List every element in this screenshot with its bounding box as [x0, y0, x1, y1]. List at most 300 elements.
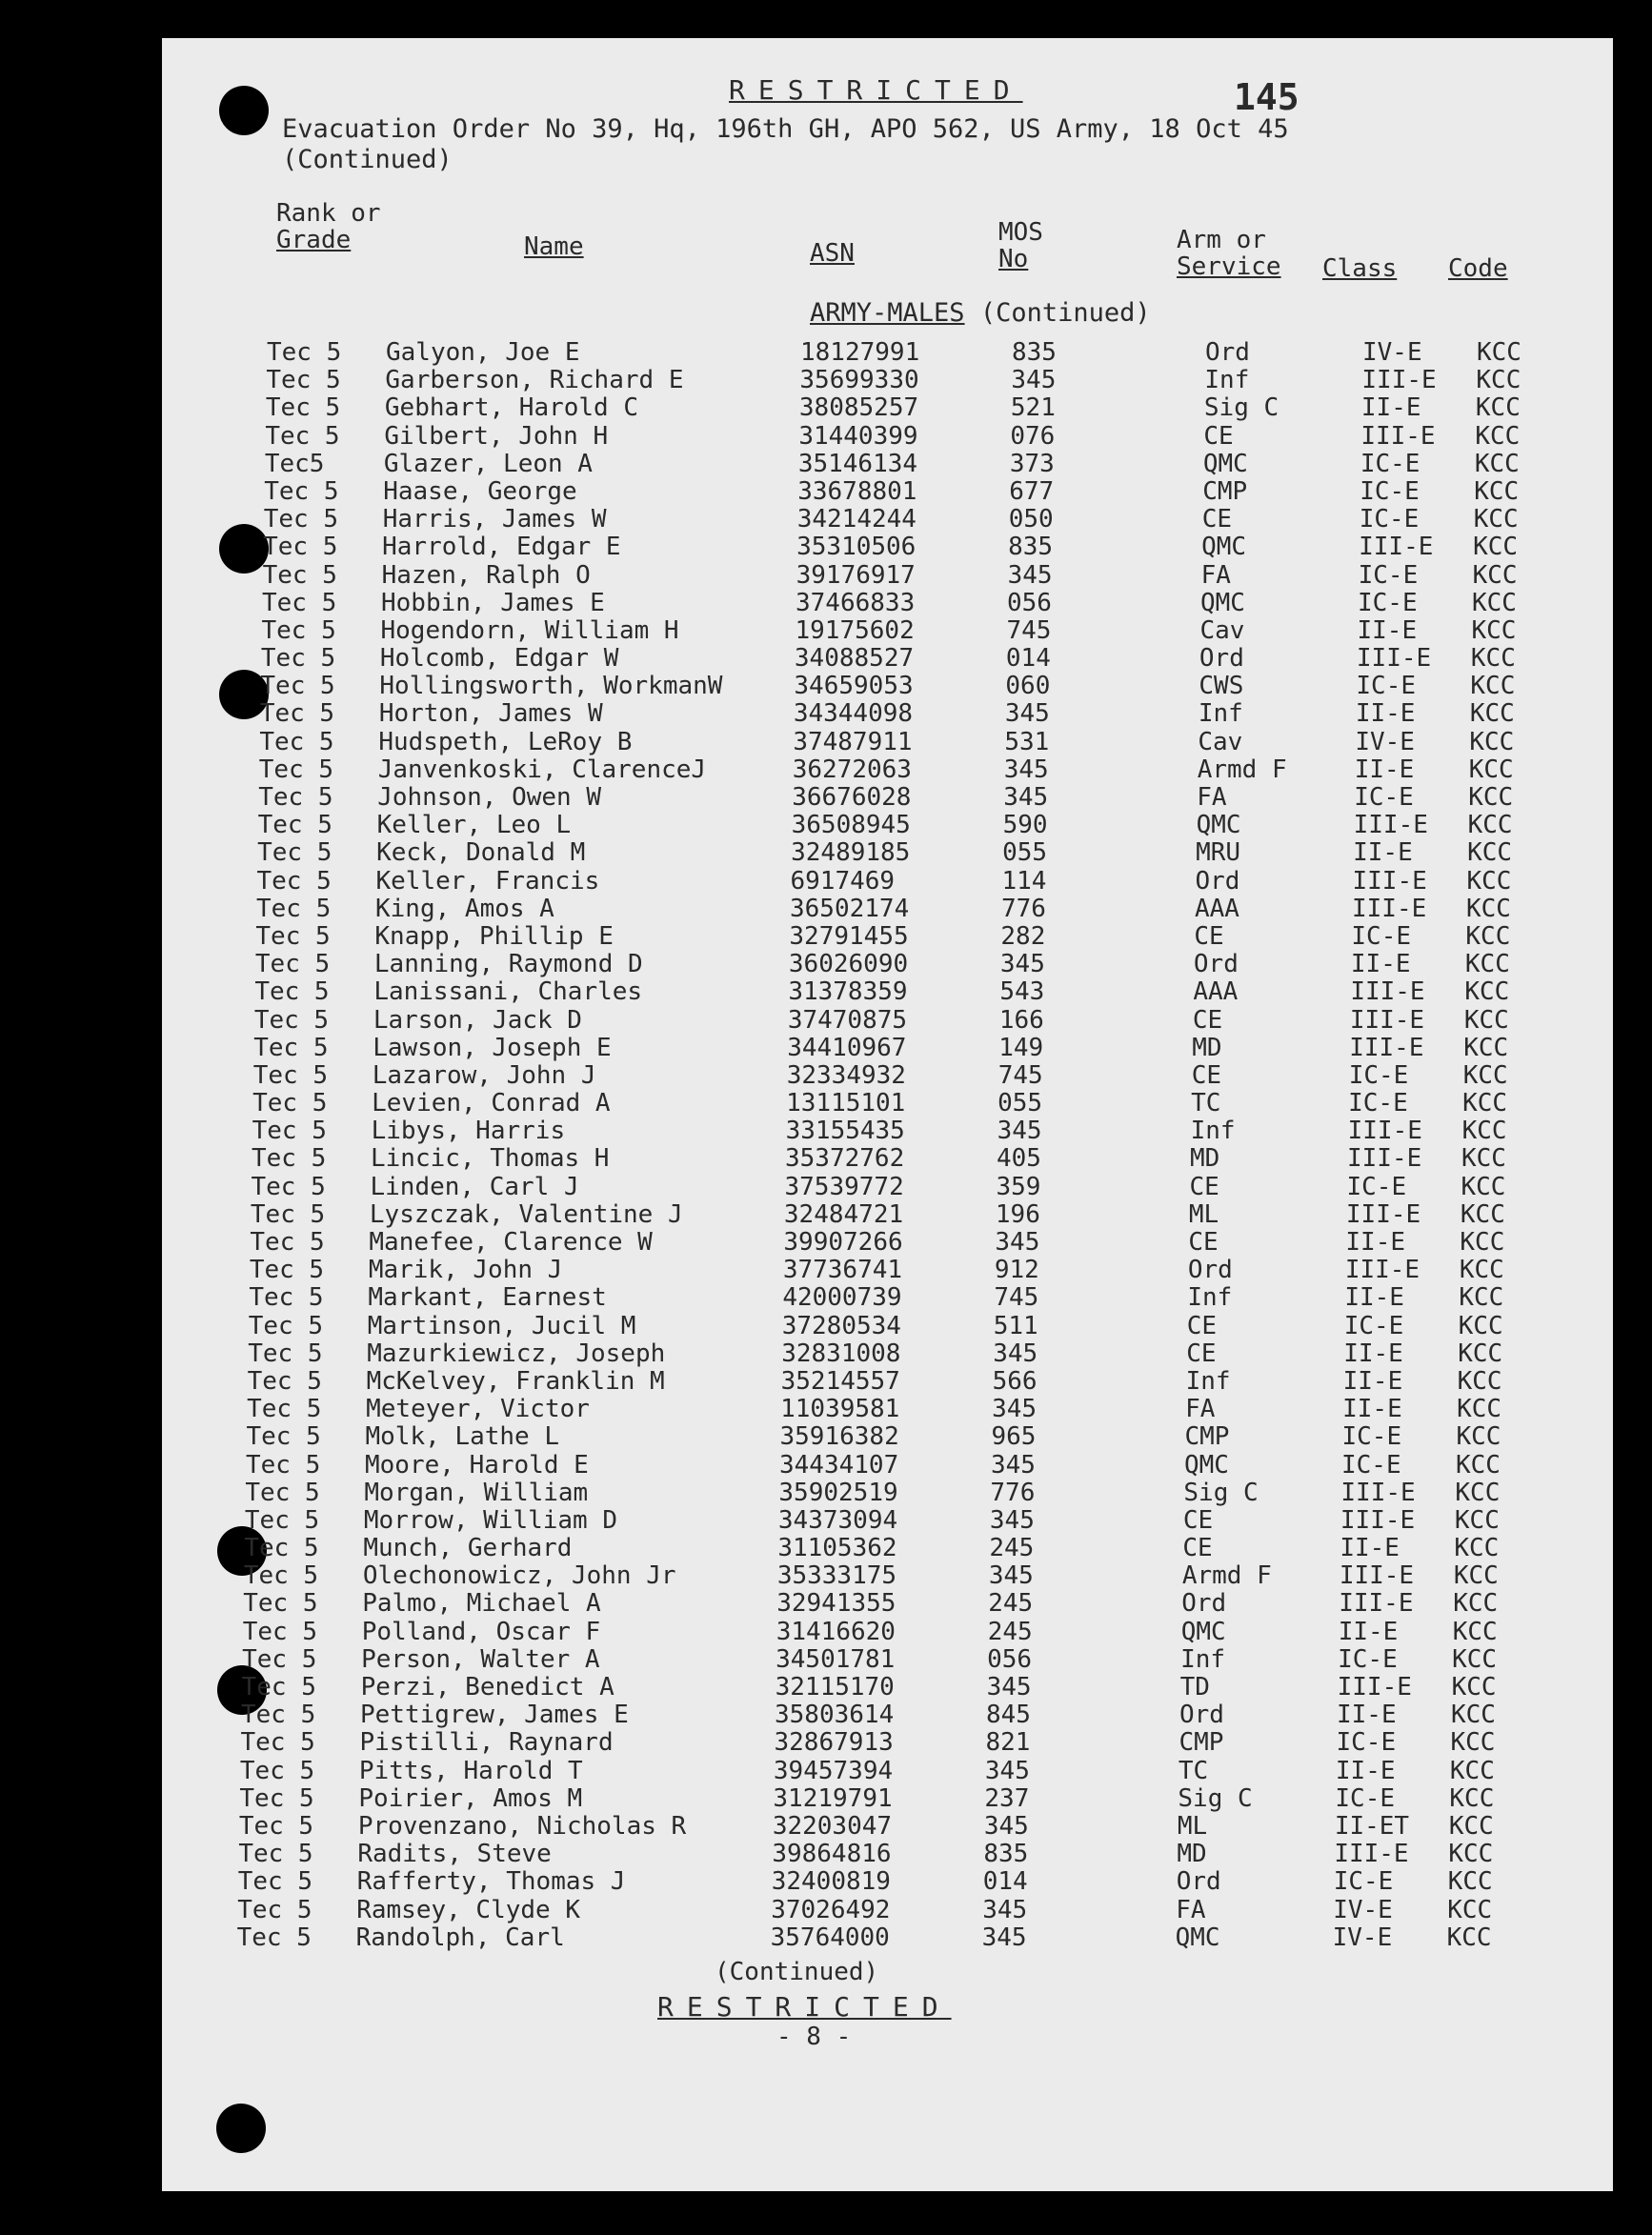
table-row — [237, 1895, 1493, 1924]
cell-name: Radits, Steve — [357, 1840, 552, 1869]
cell-name: Molk, Lathe L — [365, 1422, 559, 1452]
cell-asn: 42000739 — [782, 1283, 902, 1313]
cell-class: IC-E — [1336, 1728, 1397, 1758]
cell-code: KCC — [1462, 1089, 1508, 1118]
punch-hole — [219, 524, 269, 574]
cell-code: KCC — [1446, 1923, 1492, 1952]
cell-asn: 37539772 — [784, 1172, 904, 1201]
table-row — [252, 1144, 1506, 1174]
cell-arm: QMC — [1201, 533, 1247, 562]
cell-grade: Tec 5 — [257, 838, 332, 868]
cell-grade: Tec 5 — [238, 1811, 314, 1841]
cell-arm: Ord — [1199, 644, 1244, 674]
cell-name: Martinson, Jucil M — [367, 1311, 636, 1340]
cell-code: KCC — [1458, 1311, 1503, 1340]
cell-asn: 38085257 — [798, 393, 919, 423]
cell-name: Hudspeth, LeRoy B — [378, 727, 633, 756]
cell-mos: 076 — [1010, 421, 1056, 451]
cell-mos: 345 — [997, 1117, 1042, 1146]
cell-code: KCC — [1475, 393, 1521, 423]
table-row — [238, 1840, 1494, 1869]
cell-code: KCC — [1461, 1117, 1507, 1146]
cell-code: KCC — [1456, 1450, 1501, 1480]
cell-class: III-E — [1347, 1117, 1422, 1146]
cell-grade: Tec 5 — [241, 1673, 316, 1701]
cell-name: Hollingsworth, WorkmanW — [379, 672, 723, 701]
cell-grade: Tec 5 — [253, 1005, 330, 1035]
cell-grade: Tec 5 — [242, 1617, 317, 1646]
footer-page-number: - 8 - — [776, 2023, 852, 2051]
cell-arm: Ord — [1187, 1256, 1233, 1285]
cell-code: KCC — [1461, 1172, 1506, 1201]
cell-name: Levien, Conrad A — [372, 1089, 611, 1118]
cell-asn: 32115170 — [775, 1673, 895, 1701]
cell-class: IC-E — [1348, 1060, 1409, 1090]
cell-mos: 965 — [991, 1422, 1037, 1452]
cell-mos: 531 — [1004, 727, 1050, 756]
cell-mos: 055 — [997, 1089, 1043, 1118]
cell-code: KCC — [1472, 588, 1517, 617]
cell-class: IC-E — [1354, 783, 1414, 812]
cell-grade: Tec 5 — [260, 644, 336, 674]
column-header-code: Code — [1448, 254, 1508, 283]
cell-mos: 345 — [1004, 699, 1050, 729]
cell-code: KCC — [1450, 1728, 1496, 1758]
cell-class: IC-E — [1358, 560, 1419, 590]
cell-grade: Tec 5 — [257, 811, 332, 840]
table-row — [236, 1923, 1492, 1952]
cell-name: Manefee, Clarence W — [369, 1228, 653, 1257]
cell-asn: 35764000 — [770, 1923, 890, 1952]
cell-grade: Tec 5 — [251, 1172, 326, 1201]
cell-grade: Tec 5 — [258, 755, 333, 784]
column-header-name: Name — [524, 232, 584, 261]
cell-code: KCC — [1469, 727, 1515, 756]
cell-arm: CMP — [1184, 1422, 1230, 1452]
cell-asn: 32400819 — [771, 1867, 891, 1897]
cell-code: KCC — [1476, 366, 1521, 395]
cell-code: KCC — [1461, 1144, 1506, 1174]
table-row — [262, 560, 1518, 590]
cell-grade: Tec 5 — [254, 977, 330, 1007]
cell-name: Gilbert, John H — [384, 421, 609, 451]
column-header-arm-service — [1177, 227, 1281, 280]
cell-grade: Tec 5 — [243, 1561, 319, 1591]
cell-asn: 34088527 — [794, 644, 915, 674]
cell-grade: Tec 5 — [255, 921, 331, 951]
cell-code: KCC — [1470, 644, 1516, 674]
cell-name: Harrold, Edgar E — [382, 533, 621, 562]
cell-grade: Tec 5 — [249, 1256, 325, 1285]
cell-mos: 373 — [1009, 449, 1055, 478]
cell-mos: 566 — [992, 1366, 1038, 1396]
arm-header-line1: Arm or — [1177, 226, 1266, 254]
cell-asn: 34214244 — [796, 505, 917, 534]
table-row — [244, 1505, 1500, 1535]
cell-name: Marik, John J — [368, 1256, 563, 1285]
table-row — [259, 699, 1515, 729]
table-row — [259, 727, 1515, 756]
cell-class: II-E — [1342, 1366, 1403, 1396]
cell-name: Provenzano, Nicholas R — [357, 1811, 687, 1841]
cell-arm: CMP — [1202, 476, 1248, 506]
cell-class: II-E — [1345, 1228, 1406, 1257]
table-row — [265, 393, 1521, 423]
cell-name: Haase, George — [383, 476, 577, 506]
cell-asn: 33155435 — [785, 1117, 905, 1146]
cell-class: IC-E — [1358, 588, 1418, 617]
cell-mos: 050 — [1008, 505, 1054, 534]
cell-code: KCC — [1458, 1339, 1503, 1368]
cell-code: KCC — [1474, 449, 1520, 478]
cell-name: Palmo, Michael A — [362, 1589, 601, 1619]
cell-asn: 37280534 — [781, 1311, 901, 1340]
cell-code: KCC — [1460, 1199, 1505, 1229]
table-row — [241, 1673, 1497, 1701]
section-title-label: ARMY-MALES — [810, 298, 965, 328]
cell-mos: 845 — [986, 1701, 1031, 1730]
cell-grade: Tec 5 — [236, 1923, 312, 1952]
cell-grade: Tec 5 — [239, 1783, 314, 1813]
cell-grade: Tec 5 — [252, 1060, 328, 1090]
cell-mos: 835 — [1008, 533, 1054, 562]
table-row — [237, 1867, 1493, 1897]
cell-asn: 39176917 — [796, 560, 916, 590]
table-row — [253, 1005, 1509, 1035]
cell-class: II-E — [1353, 838, 1413, 868]
cell-asn: 31440399 — [798, 421, 918, 451]
cell-class: II-E — [1342, 1395, 1402, 1424]
table-row — [242, 1644, 1498, 1674]
cell-mos: 521 — [1010, 393, 1056, 423]
cell-class: II-E — [1357, 615, 1418, 645]
cell-asn: 31105362 — [777, 1534, 897, 1563]
cell-class: II-E — [1337, 1701, 1397, 1730]
table-row — [254, 950, 1510, 979]
table-row — [265, 421, 1521, 451]
cell-asn: 35333175 — [776, 1561, 897, 1591]
cell-arm: Inf — [1198, 699, 1243, 729]
cell-arm: Sig C — [1203, 393, 1279, 423]
cell-asn: 35699330 — [799, 366, 919, 395]
cell-asn: 35372762 — [785, 1144, 905, 1174]
cell-arm: Ord — [1176, 1867, 1221, 1897]
cell-name: Morgan, William — [364, 1478, 589, 1507]
cell-arm: Inf — [1204, 366, 1250, 395]
cell-class: III-E — [1359, 533, 1434, 562]
cell-arm: Ord — [1179, 1701, 1224, 1730]
table-row — [263, 505, 1519, 534]
cell-class: III-E — [1353, 811, 1428, 840]
table-row — [250, 1199, 1505, 1229]
cell-code: KCC — [1477, 338, 1521, 367]
table-row — [239, 1756, 1495, 1785]
cell-code: KCC — [1468, 755, 1514, 784]
cell-name: Janvenkoski, ClarenceJ — [377, 755, 707, 784]
cell-class: IV-E — [1333, 1895, 1393, 1924]
cell-asn: 37026492 — [771, 1895, 891, 1924]
cell-arm: Ord — [1205, 338, 1250, 367]
restricted-header: RESTRICTED — [729, 74, 1023, 106]
document-page — [162, 38, 1613, 2191]
table-row — [258, 755, 1514, 784]
cell-name: Lincic, Thomas H — [371, 1144, 610, 1174]
cell-code: KCC — [1473, 505, 1519, 534]
cell-arm: Cav — [1199, 615, 1245, 645]
cell-arm: TD — [1179, 1673, 1210, 1701]
cell-class: II-E — [1354, 755, 1415, 784]
cell-code: KCC — [1452, 1644, 1498, 1674]
cell-asn: 32941355 — [776, 1589, 897, 1619]
cell-grade: Tec 5 — [256, 894, 332, 923]
cell-mos: 345 — [1011, 366, 1057, 395]
cell-class: IC-E — [1359, 505, 1420, 534]
cell-mos: 745 — [997, 1060, 1043, 1090]
cell-mos: 245 — [987, 1617, 1033, 1646]
table-row — [240, 1728, 1496, 1758]
cell-name: Horton, James W — [378, 699, 603, 729]
cell-mos: 237 — [984, 1783, 1030, 1813]
cell-class: IV-E — [1332, 1923, 1393, 1952]
cell-class: II-E — [1338, 1617, 1399, 1646]
cell-arm: FA — [1197, 783, 1227, 812]
cell-mos: 543 — [999, 977, 1045, 1007]
cell-arm: MD — [1192, 1033, 1222, 1062]
cell-mos: 345 — [983, 1811, 1029, 1841]
cell-name: Perzi, Benedict A — [360, 1673, 614, 1701]
cell-name: Hogendorn, William H — [380, 615, 679, 645]
punch-hole — [219, 86, 269, 135]
cell-code: KCC — [1472, 560, 1518, 590]
cell-class: III-E — [1334, 1840, 1409, 1869]
cell-arm: Ord — [1181, 1589, 1227, 1619]
cell-grade: Tec 5 — [260, 672, 335, 701]
cell-code: KCC — [1474, 476, 1520, 506]
cell-class: II-E — [1344, 1283, 1404, 1313]
cell-arm: QMC — [1196, 811, 1241, 840]
cell-grade: Tec 5 — [264, 476, 339, 506]
cell-code: KCC — [1452, 1617, 1498, 1646]
cell-grade: Tec 5 — [247, 1395, 322, 1424]
cell-mos: 196 — [995, 1199, 1040, 1229]
cell-code: KCC — [1475, 421, 1521, 451]
column-header-class: Class — [1322, 254, 1398, 283]
cell-name: Garberson, Richard E — [385, 366, 684, 395]
cell-asn: 32867913 — [774, 1728, 894, 1758]
cell-code: KCC — [1467, 838, 1513, 868]
cell-arm: Armd F — [1181, 1561, 1272, 1591]
cell-mos: 345 — [986, 1673, 1032, 1701]
cell-class: III-E — [1340, 1478, 1416, 1507]
cell-asn: 39457394 — [773, 1756, 894, 1785]
table-row — [246, 1450, 1501, 1480]
cell-name: Holcomb, Edgar W — [379, 644, 619, 674]
cell-code: KCC — [1448, 1840, 1494, 1869]
cell-mos: 345 — [988, 1561, 1034, 1591]
cell-name: Polland, Oscar F — [361, 1617, 601, 1646]
cell-arm: TC — [1191, 1089, 1221, 1118]
cell-asn: 36272063 — [792, 755, 912, 784]
cell-class: II-E — [1355, 699, 1416, 729]
cell-asn: 37487911 — [793, 727, 913, 756]
cell-code: KCC — [1454, 1534, 1500, 1563]
cell-class: II-E — [1340, 1534, 1400, 1563]
cell-name: Poirier, Amos M — [358, 1783, 583, 1813]
cell-mos: 055 — [1002, 838, 1048, 868]
cell-grade: Tec 5 — [262, 588, 337, 617]
cell-mos: 821 — [985, 1728, 1031, 1758]
cell-name: Linden, Carl J — [370, 1172, 579, 1201]
cell-grade: Tec 5 — [252, 1117, 327, 1146]
cell-grade: Tec 5 — [252, 1144, 327, 1174]
cell-arm: ML — [1188, 1199, 1219, 1229]
cell-arm: CE — [1182, 1534, 1213, 1563]
cell-name: Ramsey, Clyde K — [356, 1895, 581, 1924]
cell-grade: Tec 5 — [266, 366, 341, 395]
cell-asn: 39864816 — [772, 1840, 892, 1869]
page-number: 145 — [1234, 76, 1299, 118]
table-row — [260, 672, 1516, 701]
cell-arm: TC — [1178, 1756, 1209, 1785]
cell-name: Markant, Earnest — [368, 1283, 607, 1313]
cell-code: KCC — [1454, 1505, 1500, 1535]
cell-mos: 245 — [988, 1589, 1034, 1619]
cell-grade: Tec 5 — [262, 560, 337, 590]
cell-arm: QMC — [1175, 1923, 1220, 1952]
cell-mos: 345 — [991, 1450, 1036, 1480]
cell-grade: Tec 5 — [242, 1644, 317, 1674]
cell-grade: Tec 5 — [244, 1505, 320, 1535]
cell-arm: CE — [1186, 1311, 1218, 1340]
cell-mos: 345 — [993, 1339, 1038, 1368]
cell-grade: Tec 5 — [253, 1033, 329, 1062]
cell-class: III-E — [1349, 1033, 1424, 1062]
cell-class: III-E — [1349, 1005, 1425, 1035]
cell-mos: 166 — [998, 1005, 1044, 1035]
table-row — [244, 1534, 1500, 1563]
cell-class: III-E — [1337, 1673, 1412, 1701]
table-row — [245, 1478, 1501, 1507]
cell-code: KCC — [1456, 1422, 1501, 1452]
cell-asn: 37466833 — [796, 588, 916, 617]
cell-grade: Tec 5 — [237, 1895, 312, 1924]
cell-arm: MRU — [1196, 838, 1241, 868]
cell-mos: 345 — [981, 1923, 1027, 1952]
cell-grade: Tec 5 — [243, 1589, 318, 1619]
cell-asn: 36502174 — [790, 894, 910, 923]
table-row — [251, 1172, 1506, 1201]
cell-arm: CE — [1194, 921, 1224, 951]
cell-arm: QMC — [1200, 588, 1245, 617]
cell-code: KCC — [1463, 1005, 1509, 1035]
cell-class: IC-E — [1343, 1311, 1404, 1340]
cell-code: KCC — [1453, 1561, 1499, 1591]
cell-grade: Tec 5 — [238, 1840, 313, 1869]
cell-code: KCC — [1471, 615, 1517, 645]
cell-mos: 149 — [998, 1033, 1044, 1062]
cell-asn: 34410967 — [787, 1033, 907, 1062]
cell-mos: 114 — [1001, 866, 1047, 896]
column-header-grade — [276, 200, 381, 253]
table-row — [243, 1561, 1499, 1591]
section-title-suffix: (Continued) — [979, 298, 1151, 328]
cell-name: Lanning, Raymond D — [373, 950, 643, 979]
restricted-footer: RESTRICTED — [657, 1991, 952, 2023]
cell-class: IC-E — [1346, 1172, 1407, 1201]
cell-grade: Tec 5 — [263, 533, 338, 562]
cell-asn: 31219791 — [773, 1783, 893, 1813]
cell-arm: ML — [1177, 1811, 1208, 1841]
cell-asn: 34344098 — [793, 699, 914, 729]
cell-arm: Inf — [1187, 1283, 1233, 1313]
cell-class: III-E — [1347, 1144, 1422, 1174]
table-row — [247, 1366, 1502, 1396]
cell-arm: QMC — [1184, 1450, 1229, 1480]
cell-class: III-E — [1344, 1256, 1420, 1285]
cell-grade: Tec 5 — [240, 1728, 315, 1758]
cell-class: III-E — [1350, 977, 1425, 1007]
cell-mos: 677 — [1009, 476, 1055, 506]
table-row — [255, 921, 1511, 951]
cell-code: KCC — [1449, 1783, 1495, 1813]
cell-code: KCC — [1468, 783, 1514, 812]
cell-mos: 345 — [1003, 783, 1049, 812]
cell-code: KCC — [1466, 894, 1511, 923]
cell-grade: Tec 5 — [245, 1478, 320, 1507]
cell-class: IC-E — [1338, 1644, 1398, 1674]
cell-code: KCC — [1467, 811, 1513, 840]
grade-header-line2: Grade — [276, 226, 352, 254]
cell-asn: 39907266 — [783, 1228, 903, 1257]
cell-code: KCC — [1455, 1478, 1501, 1507]
cell-asn: 34434107 — [779, 1450, 899, 1480]
cell-asn: 19175602 — [795, 615, 915, 645]
cell-class: II-ET — [1334, 1811, 1410, 1841]
table-row — [258, 783, 1514, 812]
cell-name: Keller, Leo L — [376, 811, 572, 840]
table-row — [264, 476, 1520, 506]
cell-asn: 36026090 — [788, 950, 909, 979]
cell-arm: Ord — [1195, 866, 1240, 896]
cell-class: II-E — [1350, 950, 1411, 979]
section-title — [810, 298, 1151, 328]
cell-class: IC-E — [1356, 672, 1417, 701]
cell-arm: Armd F — [1197, 755, 1287, 784]
cell-code: KCC — [1462, 1060, 1508, 1090]
cell-grade: Tec 5 — [259, 727, 334, 756]
cell-name: Moore, Harold E — [365, 1450, 589, 1480]
cell-name: Galyon, Joe E — [386, 338, 580, 367]
cell-mos: 345 — [982, 1895, 1028, 1924]
cell-mos: 590 — [1002, 811, 1048, 840]
cell-name: Pettigrew, James E — [360, 1701, 629, 1730]
table-row — [248, 1339, 1503, 1368]
cell-grade: Tec 5 — [250, 1228, 325, 1257]
mos-header-line2: No — [998, 245, 1029, 273]
table-row — [247, 1395, 1502, 1424]
cell-grade: Tec 5 — [248, 1311, 323, 1340]
cell-mos: 282 — [1000, 921, 1046, 951]
cell-name: Lazarow, John J — [372, 1060, 596, 1090]
cell-arm: CE — [1192, 1005, 1223, 1035]
cell-class: IC-E — [1351, 921, 1412, 951]
table-row — [252, 1060, 1508, 1090]
arm-header-line2: Service — [1177, 252, 1281, 281]
cell-arm: CE — [1201, 505, 1233, 534]
grade-header-line1: Rank or — [276, 199, 381, 228]
punch-hole — [216, 2104, 266, 2153]
cell-name: Mazurkiewicz, Joseph — [367, 1339, 666, 1368]
